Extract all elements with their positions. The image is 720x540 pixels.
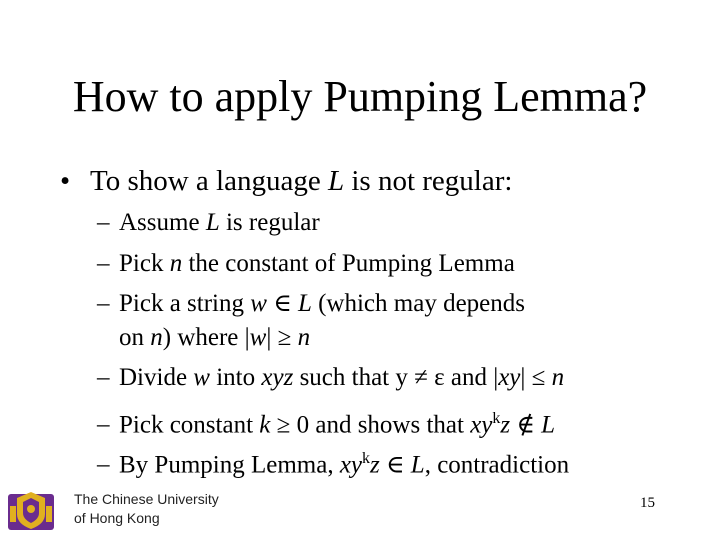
var: k — [259, 411, 271, 439]
var: n — [150, 324, 163, 351]
text: Pick — [119, 250, 170, 277]
text: (which may depends — [311, 290, 525, 317]
text: is regular — [219, 209, 320, 236]
text: By Pumping Lemma, — [119, 451, 340, 479]
main-bullet — [60, 163, 512, 199]
text: the constant of Pumping Lemma — [182, 250, 515, 277]
var: L — [410, 451, 425, 479]
page-number: 15 — [640, 495, 655, 511]
text: Pick constant — [119, 411, 260, 439]
text: ∈ — [266, 290, 298, 317]
var: n — [297, 324, 311, 351]
var: w — [193, 364, 210, 391]
bullet-marker: • — [60, 165, 71, 197]
var: L — [297, 290, 312, 317]
footer-university-name — [74, 490, 219, 528]
var: w — [250, 290, 267, 317]
sub-item-pick-k — [97, 404, 555, 440]
dash: – — [97, 209, 110, 236]
var: xy — [498, 364, 521, 391]
sub-item-pick-n — [97, 249, 515, 279]
dash: – — [97, 250, 110, 277]
var: z — [500, 411, 511, 439]
dash: – — [97, 290, 110, 317]
dash: – — [97, 411, 110, 439]
sub-item-pick-string-cont — [119, 323, 310, 353]
dash: – — [97, 451, 110, 479]
superscript: k — [492, 410, 501, 427]
text: on — [119, 324, 151, 351]
footer-line-2: of Hong Kong — [74, 510, 160, 526]
slide-title: How to apply Pumping Lemma? — [72, 72, 648, 121]
text: , contradiction — [424, 451, 570, 479]
text: Pick a string — [119, 290, 251, 317]
text: Assume — [119, 209, 206, 236]
var: L — [541, 411, 556, 439]
bullet-var: L — [327, 165, 345, 197]
bullet-text-a: To show a language — [90, 165, 328, 197]
var: n — [169, 250, 183, 277]
var: w — [249, 324, 267, 351]
dash: – — [97, 364, 110, 391]
var: z — [370, 451, 380, 479]
sub-item-divide — [97, 363, 564, 393]
text: ∈ — [379, 451, 411, 479]
text: ∉ — [510, 411, 542, 439]
bullet-text-b: is not regular: — [344, 165, 513, 197]
var: n — [551, 364, 565, 391]
text: ) where | — [162, 324, 250, 351]
superscript: k — [362, 450, 371, 467]
sub-item-conclusion — [97, 444, 569, 480]
sub-item-assume — [97, 208, 320, 238]
university-crest-icon — [8, 488, 54, 537]
text: such that y ≠ ε and | — [293, 364, 499, 391]
sub-item-pick-string — [97, 289, 525, 319]
text: | ≥ — [266, 324, 298, 351]
var: L — [205, 209, 220, 236]
footer-line-1: The Chinese University — [74, 491, 219, 507]
var: xy — [339, 451, 363, 479]
text: Divide — [119, 364, 194, 391]
var: xyz — [261, 364, 294, 391]
text: ≥ 0 and shows that — [270, 411, 471, 439]
text: into — [209, 364, 262, 391]
text: | ≤ — [520, 364, 552, 391]
var: xy — [470, 411, 493, 439]
